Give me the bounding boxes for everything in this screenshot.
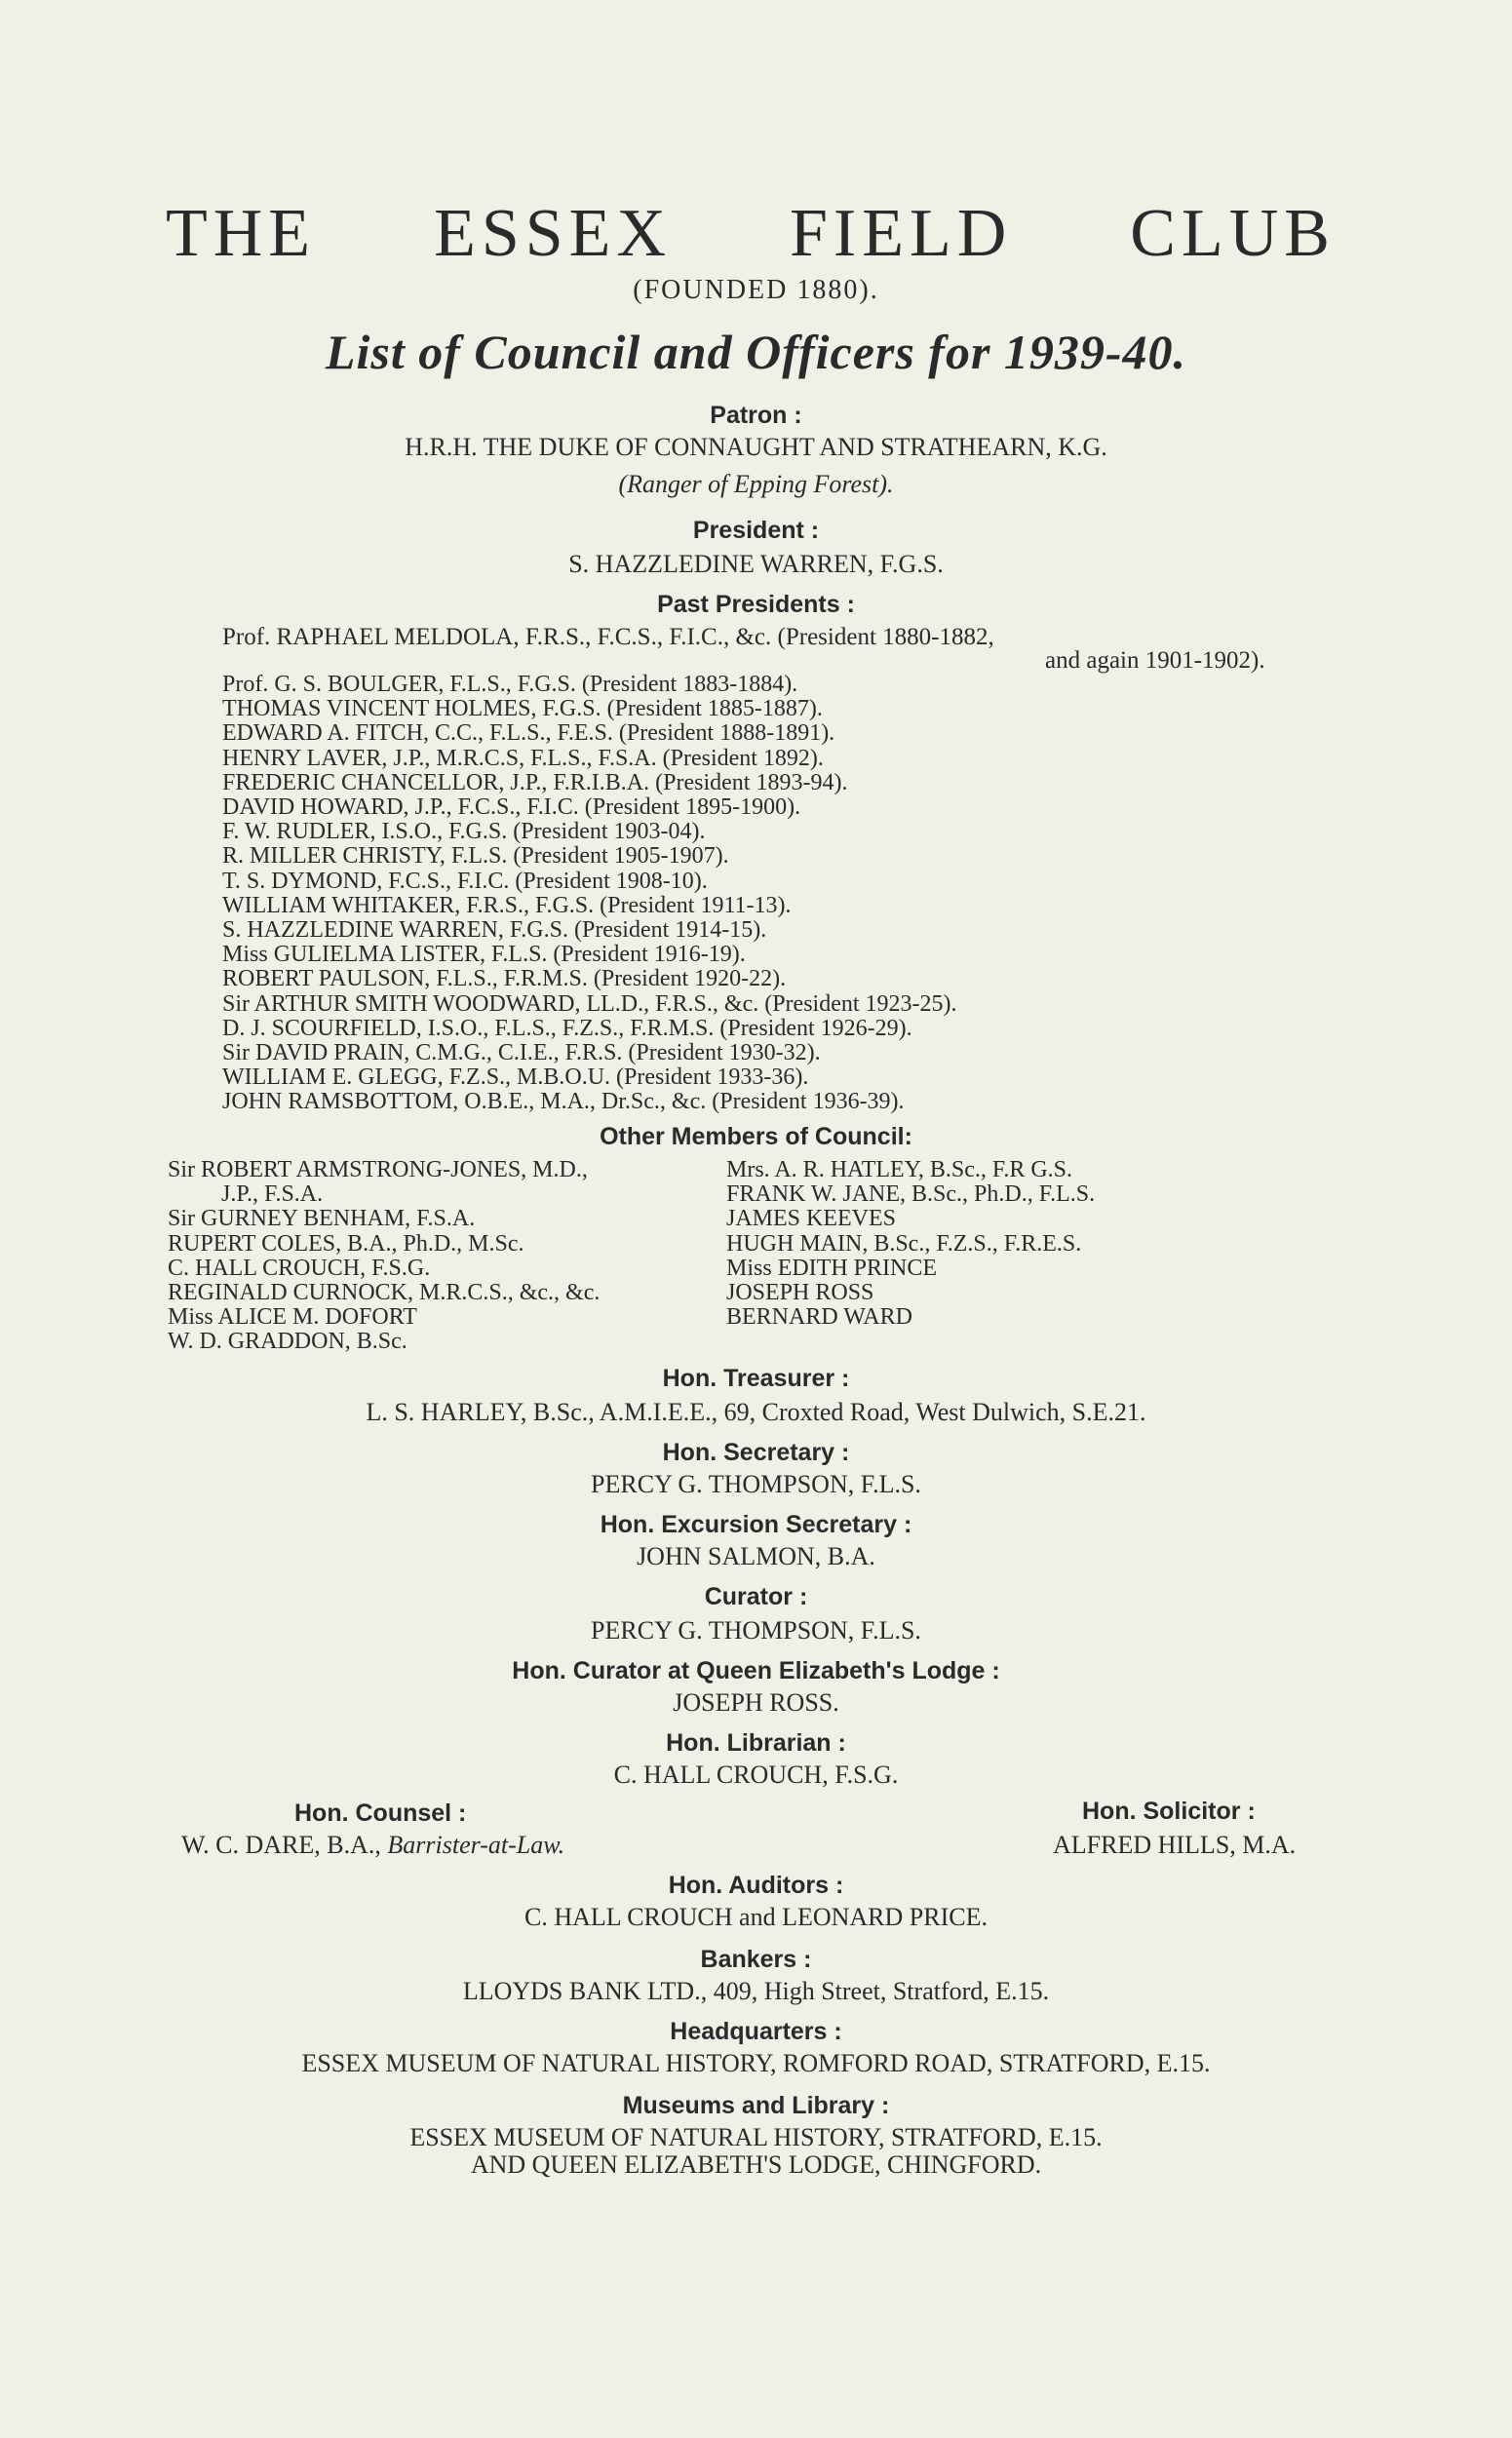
title-word: ESSEX [434, 196, 672, 271]
list-item: WILLIAM WHITAKER, F.R.S., F.G.S. (President 1911-13). [222, 892, 792, 918]
document-subtitle: List of Council and Officers for 1939-40. [325, 325, 1187, 379]
list-item: JAMES KEEVES [726, 1206, 897, 1232]
title-word: FIELD [789, 196, 1013, 271]
list-item: C. HALL CROUCH, F.S.G. [168, 1255, 431, 1281]
counsel-role: Barrister-at-Law. [387, 1831, 565, 1859]
council-heading: Other Members of Council: [600, 1123, 912, 1150]
list-item: D. J. SCOURFIELD, I.S.O., F.L.S., F.Z.S., F.R.M.S. (President 1926-29). [222, 1015, 912, 1041]
museums-line-1: ESSEX MUSEUM OF NATURAL HISTORY, STRATFORD, E.15. [409, 2123, 1103, 2151]
list-item: ROBERT PAULSON, F.L.S., F.R.M.S. (President 1920-22). [222, 966, 787, 992]
list-item: FRANK W. JANE, B.Sc., Ph.D., F.L.S. [726, 1181, 1096, 1208]
librarian-name: C. HALL CROUCH, F.S.G. [613, 1761, 899, 1789]
list-item: Sir GURNEY BENHAM, F.S.A. [168, 1206, 476, 1232]
list-item: THOMAS VINCENT HOLMES, F.G.S. (President 1885-1887). [222, 696, 823, 722]
patron-name: H.R.H. THE DUKE OF CONNAUGHT AND STRATHEARN, K.G. [405, 433, 1107, 461]
club-title [166, 195, 1336, 273]
headquarters-heading: Headquarters : [670, 2018, 842, 2045]
list-item: JOSEPH ROSS [726, 1280, 874, 1306]
list-item: Sir DAVID PRAIN, C.M.G., C.I.E., F.R.S. (President 1930-32). [222, 1040, 821, 1066]
treasurer-heading: Hon. Treasurer : [662, 1365, 850, 1392]
museums-heading: Museums and Library : [622, 2092, 890, 2119]
list-item: Sir ARTHUR SMITH WOODWARD, LL.D., F.R.S., &c. (President 1923-25). [222, 990, 957, 1017]
solicitor-name: ALFRED HILLS, M.A. [1053, 1831, 1297, 1859]
council-right-column [726, 1158, 1095, 1330]
secretary-heading: Hon. Secretary : [662, 1439, 850, 1466]
headquarters-name: ESSEX MUSEUM OF NATURAL HISTORY, ROMFORD ROAD, STRATFORD, E.15. [301, 2049, 1211, 2077]
list-item: DAVID HOWARD, J.P., F.C.S., F.I.C. (President 1895-1900). [222, 794, 801, 821]
past-presidents-list [222, 673, 957, 1115]
founded-line: (FOUNDED 1880). [633, 275, 879, 305]
list-item: BERNARD WARD [726, 1304, 912, 1331]
secretary-name: PERCY G. THOMPSON, F.L.S. [591, 1470, 921, 1498]
auditors-name: C. HALL CROUCH and LEONARD PRICE. [524, 1903, 988, 1931]
past-presidents-heading: Past Presidents : [657, 591, 855, 618]
patron-heading: Patron : [710, 402, 802, 429]
bankers-name: LLOYDS BANK LTD., 409, High Street, Stratford, E.15. [462, 1977, 1050, 2005]
list-item: Sir ROBERT ARMSTRONG-JONES, M.D., [168, 1157, 588, 1182]
list-item: F. W. RUDLER, I.S.O., F.G.S. (President 1903-04). [222, 819, 706, 845]
librarian-heading: Hon. Librarian : [666, 1729, 846, 1757]
list-item: HUGH MAIN, B.Sc., F.Z.S., F.R.E.S. [726, 1230, 1082, 1257]
list-item: J.P., F.S.A. [221, 1181, 324, 1208]
counsel-name: W. C. DARE, B.A., [181, 1831, 381, 1859]
list-item: WILLIAM E. GLEGG, F.Z.S., M.B.O.U. (President 1933-36). [222, 1064, 809, 1091]
treasurer-name: L. S. HARLEY, B.Sc., A.M.I.E.E., 69, Croxted Road, West Dulwich, S.E.21. [366, 1398, 1146, 1426]
title-word: THE [166, 196, 317, 271]
patron-note: (Ranger of Epping Forest). [618, 470, 894, 498]
past-president-first: Prof. RAPHAEL MELDOLA, F.R.S., F.C.S., F.I.C., &c. (President 1880-1882, [222, 624, 994, 650]
list-item: Miss EDITH PRINCE [726, 1255, 938, 1281]
solicitor-heading: Hon. Solicitor : [1082, 1798, 1256, 1825]
list-item: RUPERT COLES, B.A., Ph.D., M.Sc. [168, 1230, 524, 1257]
president-name: S. HAZZLEDINE WARREN, F.G.S. [568, 550, 944, 578]
counsel-heading: Hon. Counsel : [294, 1799, 467, 1827]
list-item: W. D. GRADDON, B.Sc. [168, 1329, 407, 1355]
past-president-first-cont: and again 1901-1902). [1045, 647, 1265, 674]
list-item: HENRY LAVER, J.P., M.R.C.S, F.L.S., F.S.A. (President 1892). [222, 745, 824, 771]
list-item: REGINALD CURNOCK, M.R.C.S., &c., &c. [168, 1280, 601, 1306]
council-left-column [168, 1158, 600, 1355]
bankers-heading: Bankers : [700, 1946, 812, 1973]
list-item: Miss GULIELMA LISTER, F.L.S. (President 1916-19). [222, 942, 746, 968]
curator-heading: Curator : [704, 1583, 808, 1610]
excursion-secretary-heading: Hon. Excursion Secretary : [600, 1511, 912, 1538]
list-item: EDWARD A. FITCH, C.C., F.L.S., F.E.S. (President 1888-1891). [222, 720, 835, 747]
list-item: Miss ALICE M. DOFORT [168, 1304, 417, 1331]
list-item: T. S. DYMOND, F.C.S., F.I.C. (President 1908-10). [222, 868, 708, 894]
excursion-secretary-name: JOHN SALMON, B.A. [637, 1542, 875, 1570]
lodge-curator-heading: Hon. Curator at Queen Elizabeth's Lodge : [512, 1657, 1000, 1684]
title-word: CLUB [1130, 196, 1336, 271]
president-heading: President : [692, 517, 820, 544]
lodge-curator-name: JOSEPH ROSS. [673, 1688, 839, 1717]
list-item: S. HAZZLEDINE WARREN, F.G.S. (President 1914-15). [222, 917, 767, 944]
list-item: Prof. G. S. BOULGER, F.L.S., F.G.S. (President 1883-1884). [222, 672, 798, 697]
list-item: JOHN RAMSBOTTOM, O.B.E., M.A., Dr.Sc., &c. (President 1936-39). [222, 1089, 905, 1115]
list-item: R. MILLER CHRISTY, F.L.S. (President 1905-1907). [222, 843, 729, 870]
list-item: Mrs. A. R. HATLEY, B.Sc., F.R G.S. [726, 1157, 1073, 1182]
counsel-line [181, 1831, 564, 1860]
museums-line-2: AND QUEEN ELIZABETH'S LODGE, CHINGFORD. [470, 2150, 1042, 2179]
list-item: FREDERIC CHANCELLOR, J.P., F.R.I.B.A. (President 1893-94). [222, 769, 848, 795]
curator-name: PERCY G. THOMPSON, F.L.S. [591, 1616, 921, 1645]
auditors-heading: Hon. Auditors : [668, 1872, 844, 1899]
